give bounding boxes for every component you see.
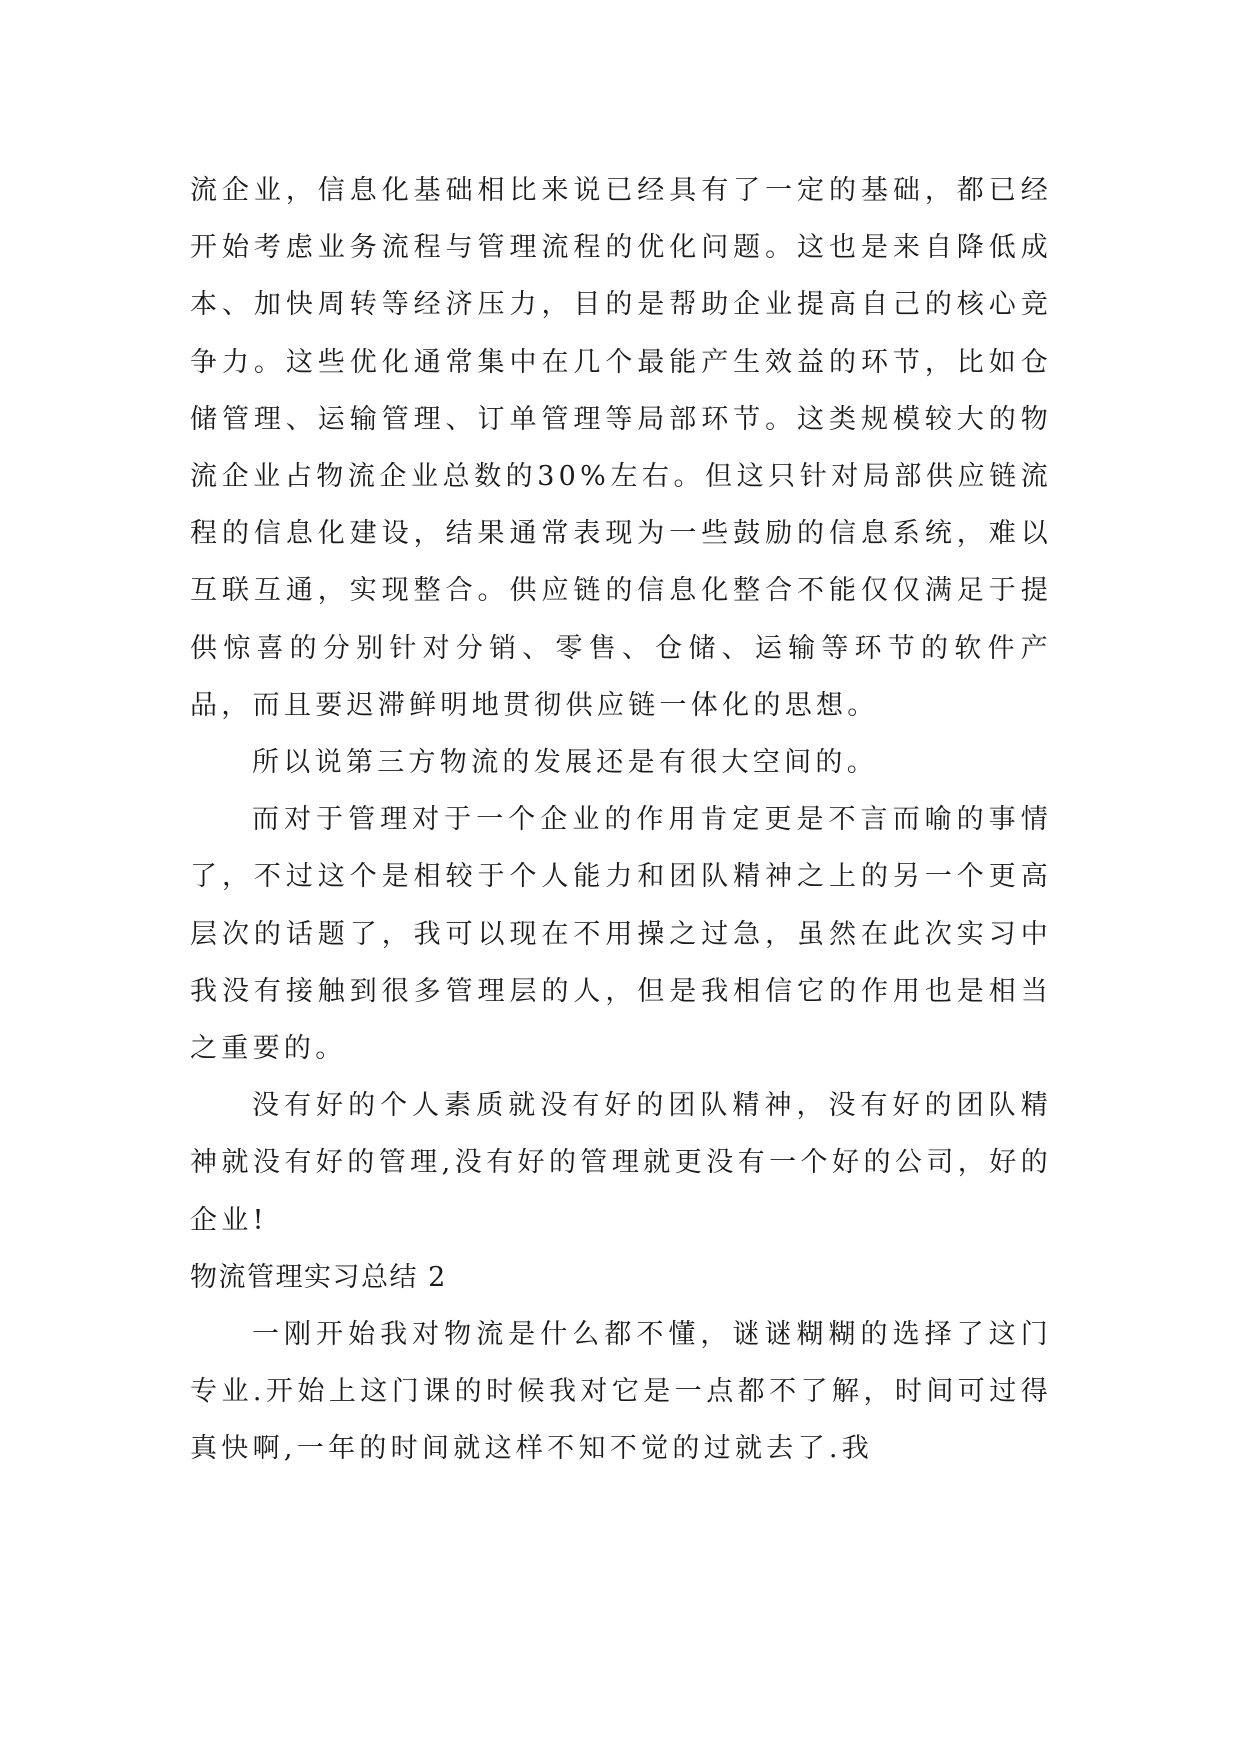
paragraph-continuation: 流企业，信息化基础相比来说已经具有了一定的基础，都已经开始考虑业务流程与管理流程的优化问题。这也是来自降低成本、加快周转等经济压力，目的是帮助企业提高自己的核心竞争力。这些优化通常集中在几个最能产生效益的环节，比如仓储管理、运输管理、订单管理等局部环节。这类规模较大的物流企业占物流企业总数的30%左右。但这只针对局部供应链流程的信息化建设，结果通常表现为一些鼓励的信息系统，难以互联互通，实现整合。供应链的信息化整合不能仅仅满足于提供惊喜的分别针对分销、零售、仓储、运输等环节的软件产品，而且要迟滞鲜明地贯彻供应链一体化的思想。 [190,175,1052,721]
paragraph-management: 而对于管理对于一个企业的作用肯定更是不言而喻的事情了，不过这个是相较于个人能力和团队精神之上的另一个更高层次的话题了，我可以现在不用操之过急，虽然在此次实习中我没有接触到很多管理层的人，但是我相信它的作用也是相当之重要的。 [190,804,1052,1065]
paragraph-section-intro: 一刚开始我对物流是什么都不懂，谜谜糊糊的选择了这门专业.开始上这门课的时候我对它是一点都不了解，时间可过得真快啊,一年的时间就这样不知不觉的过就去了.我 [190,1319,1052,1465]
paragraph-third-party-logistics: 所以说第三方物流的发展还是有很大空间的。 [252,747,878,779]
paragraph-team-spirit: 没有好的个人素质就没有好的团队精神，没有好的团队精神就没有好的管理,没有好的管理就更没有一个好的公司，好的企业! [190,1090,1052,1236]
section-title: 物流管理实习总结 2 [190,1261,447,1293]
document-body [190,162,1052,1478]
